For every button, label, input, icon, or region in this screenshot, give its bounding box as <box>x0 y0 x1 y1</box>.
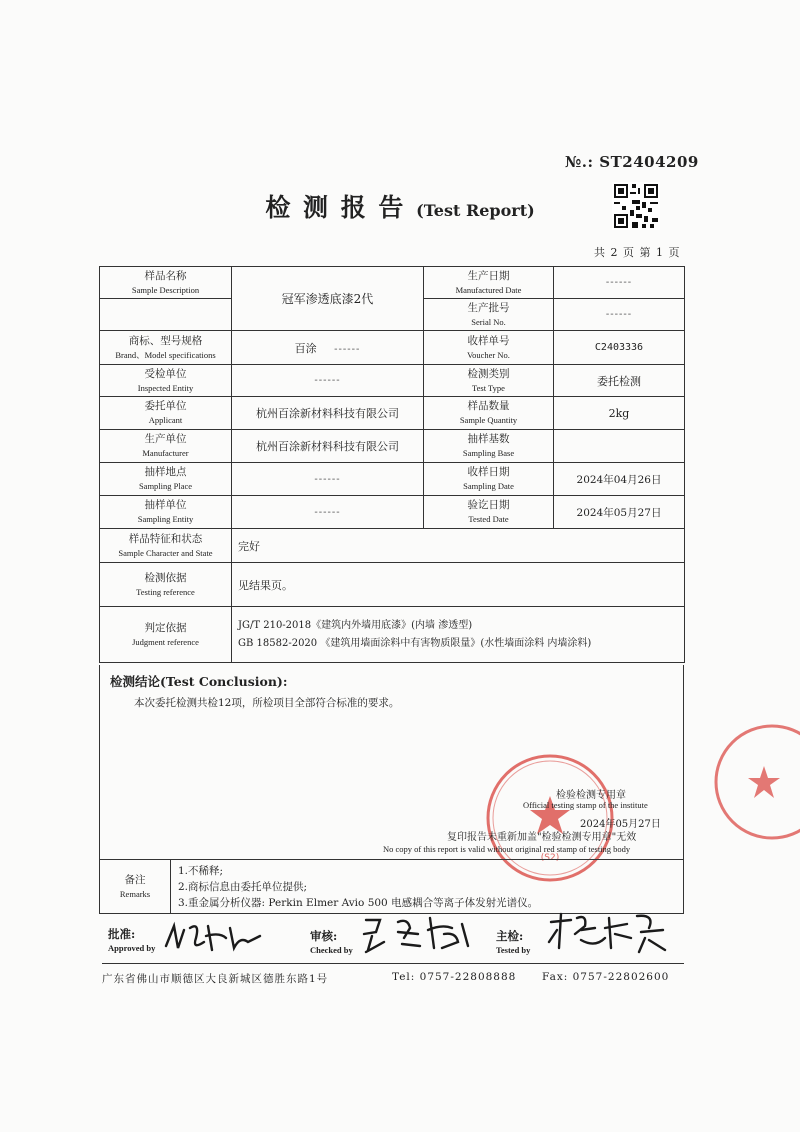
remarks-label: 备注 Remarks <box>100 860 171 914</box>
report-title-cn: 检 测 报 告 <box>265 193 406 222</box>
stamp-date: 2024年05月27日 <box>580 819 661 830</box>
testing-ref-value: 见结果页。 <box>232 563 685 607</box>
qr-code-icon <box>612 182 660 230</box>
serial-label: 生产批号 Serial No. <box>424 299 554 331</box>
partial-seal-stamp <box>702 712 800 852</box>
sample-desc-label: 样品名称 Sample Description <box>100 267 232 299</box>
copy-notice-cn: 复印报告未重新加盖"检验检测专用章"无效 <box>447 832 637 843</box>
brand-name: 百涂 <box>294 341 317 355</box>
testing-ref-label: 检测依据 Testing reference <box>100 563 232 607</box>
character-value: 完好 <box>232 529 685 563</box>
judgment-label: 判定依据 Judgment reference <box>100 607 232 663</box>
remarks-content <box>171 860 684 914</box>
brand-label: 商标、型号规格 Brand、Model specifications <box>100 331 232 365</box>
remark-line-3: 3.重金属分析仪器: Perkin Elmer Avio 500 电感耦合等离子体发射光谱仪。 <box>178 896 539 909</box>
brand-value <box>232 331 424 365</box>
sampling-entity-label: 抽样单位 Sampling Entity <box>100 496 232 529</box>
tested-date-label: 验讫日期 Tested Date <box>424 496 554 529</box>
mfg-date-label: 生产日期 Manufactured Date <box>424 267 554 299</box>
checker-signature <box>358 912 478 954</box>
sampling-place-label: 抽样地点 Sampling Place <box>100 463 232 496</box>
conclusion-title: 检测结论(Test Conclusion): <box>110 674 288 689</box>
applicant-label: 委托单位 Applicant <box>100 397 232 430</box>
page-indicator: 共 2 页 第 1 页 <box>594 246 681 259</box>
quantity-value: 2kg <box>554 397 685 430</box>
report-title-en: (Test Report) <box>416 201 535 220</box>
footer-divider <box>102 963 684 964</box>
approved-by-label: 批准: Approved by <box>108 927 156 953</box>
character-label: 样品特征和状态 Sample Character and State <box>100 529 232 563</box>
test-type-value: 委托检测 <box>554 365 685 397</box>
sampling-date-value: 2024年04月26日 <box>554 463 685 496</box>
judgment-value <box>232 607 685 663</box>
remark-line-2: 2.商标信息由委托单位提供; <box>178 880 308 893</box>
stamp-line-2: Official testing stamp of the institute <box>523 800 648 810</box>
quantity-label: 样品数量 Sample Quantity <box>424 397 554 430</box>
report-number: №.: ST2404209 <box>565 153 699 171</box>
footer-address: 广东省佛山市顺德区大良新城区德胜东路1号 <box>102 973 329 985</box>
footer-fax: Fax: 0757-22802600 <box>542 971 670 983</box>
manufacturer-label: 生产单位 Manufacturer <box>100 430 232 463</box>
serial-value: ------ <box>554 299 685 331</box>
voucher-label: 收样单号 Voucher No. <box>424 331 554 365</box>
tested-date-value: 2024年05月27日 <box>554 496 685 529</box>
applicant-value: 杭州百涂新材料科技有限公司 <box>232 397 424 430</box>
conclusion-text: 本次委托检测共检12项，所检项目全部符合标准的要求。 <box>134 697 400 709</box>
judgment-line-1: JG/T 210-2018《建筑内外墙用底漆》(内墙 渗透型) <box>238 619 473 631</box>
sample-desc-value: 冠军渗透底漆2代 <box>232 267 424 331</box>
judgment-line-2: GB 18582-2020 《建筑用墙面涂料中有害物质限量》(水性墙面涂料 内墙涂料) <box>238 637 592 649</box>
report-title <box>0 188 800 224</box>
remark-line-1: 1.不稀释; <box>178 864 224 877</box>
remarks-table <box>99 859 684 914</box>
footer-tel: Tel: 0757-22808888 <box>392 971 517 983</box>
model-value: ------ <box>334 343 361 355</box>
inspected-label: 受检单位 Inspected Entity <box>100 365 232 397</box>
sampling-base-value <box>554 430 685 463</box>
copy-notice-en: No copy of this report is valid without original red stamp of testing body <box>383 844 631 854</box>
tester-signature <box>545 908 675 958</box>
sampling-entity-value: ------ <box>232 496 424 529</box>
tested-by-label: 主检: Tested by <box>496 929 531 955</box>
svg-text:(S2): (S2) <box>540 853 560 863</box>
stamp-line-1: 检验检测专用章 <box>556 790 626 801</box>
checked-by-label: 审核: Checked by <box>310 929 353 955</box>
mfg-date-value: ------ <box>554 267 685 299</box>
sampling-date-label: 收样日期 Sampling Date <box>424 463 554 496</box>
approver-signature <box>160 918 270 956</box>
inspected-value: ------ <box>232 365 424 397</box>
sample-desc-spacer <box>100 299 232 331</box>
info-table <box>99 266 685 663</box>
sampling-place-value: ------ <box>232 463 424 496</box>
sampling-base-label: 抽样基数 Sampling Base <box>424 430 554 463</box>
voucher-value: C2403336 <box>554 331 685 365</box>
test-type-label: 检测类别 Test Type <box>424 365 554 397</box>
manufacturer-value: 杭州百涂新材料科技有限公司 <box>232 430 424 463</box>
